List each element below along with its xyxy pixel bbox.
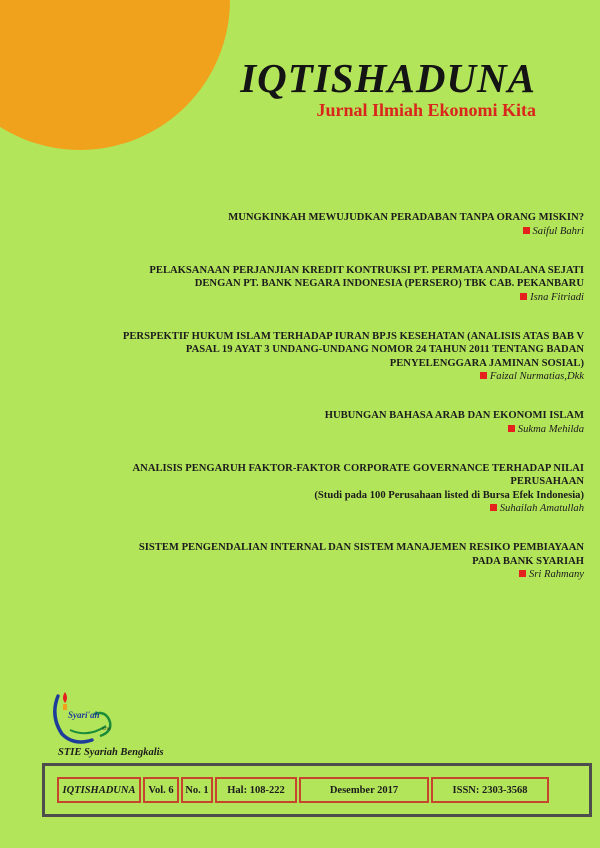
article-title-line: ANALISIS PENGARUH FAKTOR-FAKTOR CORPORATE GOVERNANCE TERHADAP NILAI bbox=[132, 462, 584, 474]
bullet-square-icon bbox=[519, 570, 526, 577]
bullet-square-icon bbox=[490, 504, 497, 511]
article-title-line: DENGAN PT. BANK NEGARA INDONESIA (PERSERO) TBK CAB. PEKANBARU bbox=[194, 278, 584, 289]
article-author: Isna Fitriadi bbox=[24, 291, 584, 304]
article-title-line: PADA BANK SYARIAH bbox=[472, 555, 584, 567]
footer-issn: ISSN: 2303-3568 bbox=[431, 777, 549, 803]
footer-date: Desember 2017 bbox=[299, 777, 429, 803]
article-item bbox=[24, 330, 584, 384]
publisher-name: STIE Syariah Bengkalis bbox=[58, 747, 164, 758]
article-author: Suhailah Amatullah bbox=[24, 502, 584, 515]
masthead bbox=[240, 56, 536, 121]
article-author: Saiful Bahri bbox=[24, 225, 584, 238]
article-title: HUBUNGAN BAHASA ARAB DAN EKONOMI ISLAM bbox=[324, 410, 584, 421]
article-title-line: PENYELENGGARA JAMINAN SOSIAL) bbox=[389, 357, 584, 369]
article-author: Faizal Nurmatias,Dkk bbox=[24, 370, 584, 383]
article-item bbox=[24, 211, 584, 238]
logo-small-text: STIE bbox=[102, 726, 111, 731]
footer-journal: IQTISHADUNA bbox=[57, 777, 141, 803]
article-item bbox=[24, 409, 584, 436]
article-author: Sukma Mehilda bbox=[24, 423, 584, 436]
corner-decoration bbox=[0, 0, 230, 150]
bullet-square-icon bbox=[523, 227, 530, 234]
table-of-contents bbox=[24, 211, 584, 607]
logo-emblem-icon bbox=[48, 686, 128, 748]
article-item bbox=[24, 264, 584, 304]
footer-number: No. 1 bbox=[181, 777, 213, 803]
bullet-square-icon bbox=[480, 372, 487, 379]
article-title-line: PERSPEKTIF HUKUM ISLAM TERHADAP IURAN BPJS KESEHATAN (ANALISIS ATAS BAB V bbox=[122, 330, 584, 342]
article-item bbox=[24, 462, 584, 516]
footer-pages: Hal: 108-222 bbox=[215, 777, 297, 803]
article-author: Sri Rahmany bbox=[24, 568, 584, 581]
article-title-line: PELAKSANAAN PERJANJIAN KREDIT KONTRUKSI PT. PERMATA ANDALANA SEJATI bbox=[149, 264, 584, 276]
article-title-line: PERUSAHAAN bbox=[510, 476, 584, 487]
journal-subtitle: Jurnal Ilmiah Ekonomi Kita bbox=[316, 100, 536, 120]
footer-volume: Vol. 6 bbox=[143, 777, 179, 803]
article-item bbox=[24, 541, 584, 581]
article-note: (Studi pada 100 Perusahaan listed di Bursa Efek Indonesia) bbox=[314, 489, 584, 501]
issue-info-bar bbox=[42, 763, 592, 817]
logo-word: Syari'ah bbox=[68, 710, 100, 720]
article-title-line: PASAL 19 AYAT 3 UNDANG-UNDANG NOMOR 24 TAHUN 2011 TENTANG BADAN bbox=[185, 344, 584, 355]
bullet-square-icon bbox=[508, 425, 515, 432]
bullet-square-icon bbox=[520, 293, 527, 300]
article-title-line: SISTEM PENGENDALIAN INTERNAL DAN SISTEM MANAJEMEN RESIKO PEMBIAYAAN bbox=[138, 542, 584, 553]
journal-title: IQTISHADUNA bbox=[240, 55, 536, 101]
institution-logo bbox=[48, 686, 128, 748]
article-title: MUNGKINKAH MEWUJUDKAN PERADABAN TANPA ORANG MISKIN? bbox=[228, 212, 584, 223]
